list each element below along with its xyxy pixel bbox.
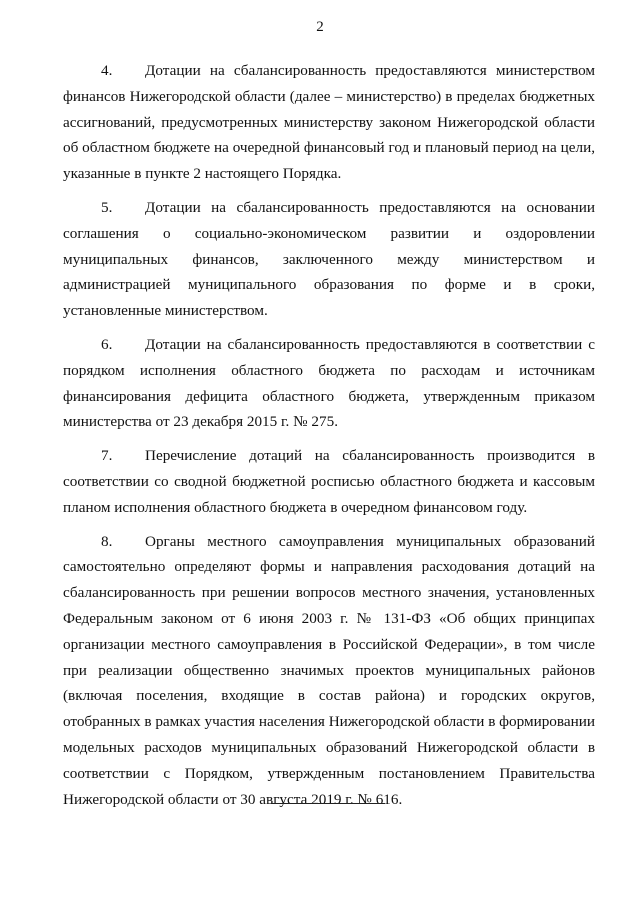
paragraph-7 — [63, 443, 595, 520]
paragraph-number: 8. — [101, 532, 113, 550]
document-body — [63, 58, 595, 820]
paragraph-4 — [63, 58, 595, 187]
paragraph-number: 7. — [101, 447, 113, 465]
end-of-document-rule — [271, 803, 385, 804]
paragraph-6 — [63, 332, 595, 435]
paragraph-number: 6. — [101, 335, 113, 353]
paragraph-text: Органы местного самоуправления муниципальных образований самостоятельно определяют формы и направления расходования дотаций на сбалансированность при решении вопросов местного значения, установленных Федеральным законом от 6 июня 2003 г. № 131-ФЗ «Об общих принципах организации местного самоуправления в Российской Федерации», в том числе при реализации общественно значимых проектов муниципальных районов (включая поселения, входящие в состав района) и городских округов, отобранных в рамках участия населения Нижегородской области в формировании модельных расходов муниципальных образований Нижегородской области в соответствии с Порядком, утвержденным постановлением Правительства Нижегородской области от 30 августа 2019 г. № 616. — [63, 532, 595, 808]
paragraph-text: Дотации на сбалансированность предоставляются министерством финансов Нижегородской области (далее – министерство) в пределах бюджетных ассигнований, предусмотренных министерству законом Нижегородской области об областном бюджете на очередной финансовый год и плановый период на цели, указанные в пункте 2 настоящего Порядка. — [63, 62, 595, 183]
paragraph-text: Дотации на сбалансированность предоставляются на основании соглашения о социально-экономическом развитии и оздоровлении муниципальных финансов, заключенного между министерством и администрацией муниципального образования по форме и в сроки, установленные министерством. — [63, 198, 595, 320]
paragraph-text: Дотации на сбалансированность предоставляются в соответствии с порядком исполнения областного бюджета по расходам и источникам финансирования дефицита областного бюджета, утвержденным приказом министерства от 23 декабря 2015 г. № 275. — [63, 335, 595, 431]
paragraph-8 — [63, 529, 595, 813]
paragraph-text: Перечисление дотаций на сбалансированность производится в соответствии со сводной бюджетной росписью областного бюджета и кассовым планом исполнения областного бюджета в очередном финансовом году. — [63, 447, 595, 516]
page-number: 2 — [316, 19, 324, 35]
paragraph-5 — [63, 195, 595, 324]
paragraph-number: 5. — [101, 198, 113, 216]
paragraph-number: 4. — [101, 62, 113, 79]
